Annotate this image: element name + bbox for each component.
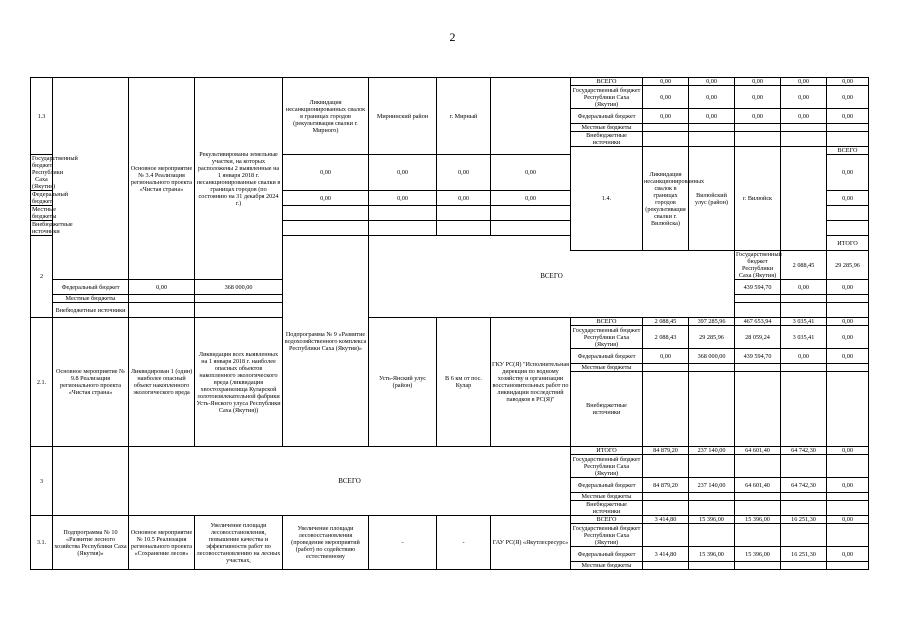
event-cell: Основное мероприятие № 9.8 Реализация регионального проекта «Чистая страна» — [53, 318, 129, 447]
value-cell: 0,00 — [369, 155, 437, 191]
value-cell: 237 140,00 — [689, 478, 735, 493]
value-cell-empty — [643, 524, 689, 547]
value-cell: 439 594,70 — [735, 280, 781, 295]
value-cell: 84 879,20 — [643, 447, 689, 455]
value-cell: 439 594,70 — [735, 349, 781, 364]
value-cell-empty — [437, 206, 491, 221]
result-cell: Ликвидирован 1 (один) наиболее опасный объект накопленного экологического вреда — [129, 318, 195, 447]
area-cell: Мирнинский район — [369, 78, 437, 155]
row-number: 2 — [31, 236, 53, 318]
value-cell: 0,00 — [827, 326, 869, 349]
value-cell-empty — [643, 372, 689, 447]
source-label: Федеральный бюджет — [571, 109, 643, 124]
value-cell: 15 396,00 — [689, 516, 735, 524]
source-label: Местные бюджеты — [53, 295, 129, 303]
value-cell-empty — [827, 364, 869, 372]
source-label: Внебюджетные источники — [571, 372, 643, 447]
source-label: Федеральный бюджет — [571, 349, 643, 364]
value-cell: 64 601,40 — [735, 447, 781, 455]
event-cell: Основное мероприятие № 10.5 Реализация регионального проекта «Сохранение лесов» — [129, 516, 195, 570]
value-cell-empty — [781, 501, 827, 516]
value-cell: 16 251,30 — [781, 547, 827, 562]
value-cell-empty — [735, 372, 781, 447]
source-label: Местные бюджеты — [571, 562, 643, 570]
source-label: Внебюджетные источники — [571, 501, 643, 516]
value-cell: 0,00 — [283, 155, 369, 191]
value-cell-empty — [491, 206, 571, 221]
source-label: ИТОГО — [571, 447, 643, 455]
value-cell-empty — [735, 303, 781, 318]
value-cell: 0,00 — [827, 318, 869, 326]
value-cell-empty — [129, 295, 195, 303]
value-cell-empty — [827, 562, 869, 570]
value-cell-empty — [689, 562, 735, 570]
value-cell: 3 035,41 — [781, 318, 827, 326]
value-cell: 0,00 — [643, 109, 689, 124]
value-cell: 0,00 — [689, 109, 735, 124]
source-label: Федеральный бюджет — [32, 191, 69, 205]
value-cell: 0,00 — [827, 547, 869, 562]
event-cell: Основное мероприятие № 3.4 Реализация регионального проекта «Чистая страна» — [129, 78, 195, 280]
description-cell: Ликвидация несанкционированных свалок в границах городов (рекультивация свалки г. Вилюйска) — [643, 147, 689, 251]
area-cell: Вилюйский улус (район) — [689, 147, 735, 251]
value-cell-empty — [735, 124, 781, 132]
value-cell: 368 000,00 — [195, 280, 283, 295]
value-cell-empty — [781, 524, 827, 547]
value-cell-empty — [369, 221, 437, 236]
row-number: 1.3 — [31, 78, 53, 155]
place-cell: г. Вилюйск — [735, 147, 781, 251]
value-cell-empty — [689, 493, 735, 501]
source-label: Государственный бюджет Республики Саха (Якутия) — [571, 86, 643, 109]
result-cell: Рекультивированы земельные участки, на которых расположены 2 выявленные на 1 января 2018 г. несанкционированные свалки в границах городов (по состоянию на 31 декабря 2024 г.) — [195, 78, 283, 280]
value-cell-empty — [689, 501, 735, 516]
source-label: ВСЕГО — [827, 147, 869, 155]
value-cell-empty — [781, 303, 827, 318]
subprogram-cell: Подпрограмма № 10 «Развитие лесного хозяйства Республики Саха (Якутия)» — [53, 516, 129, 570]
value-cell-empty — [689, 124, 735, 132]
value-cell: 64 742,30 — [781, 478, 827, 493]
value-cell: 467 653,94 — [735, 318, 781, 326]
value-cell-empty — [643, 455, 689, 478]
org-cell: ГКУ РС(Я) "Исполнительная дирекция по водному хозяйству и организации восстановительных работ по ликвидации последствий паводков в РС(Я)" — [491, 318, 571, 447]
value-cell: 84 879,20 — [643, 478, 689, 493]
source-label: Внебюджетные источники — [571, 132, 643, 147]
value-cell-empty — [827, 493, 869, 501]
value-cell-empty — [827, 295, 869, 303]
value-cell-empty — [283, 206, 369, 221]
value-cell-empty — [781, 124, 827, 132]
value-cell-empty — [129, 303, 195, 318]
value-cell: 29 285,96 — [689, 326, 735, 349]
source-label: ВСЕГО — [571, 318, 643, 326]
value-cell-empty — [735, 364, 781, 372]
value-cell-empty — [491, 221, 571, 236]
value-cell-empty — [689, 372, 735, 447]
value-cell-empty — [781, 493, 827, 501]
row-number: 3 — [31, 447, 53, 516]
value-cell-empty — [689, 364, 735, 372]
value-cell-empty — [735, 524, 781, 547]
value-cell-empty — [437, 221, 491, 236]
value-cell: 0,00 — [735, 78, 781, 86]
value-cell: 0,00 — [437, 155, 491, 191]
value-cell: 0,00 — [781, 280, 827, 295]
source-label: Местные бюджеты — [32, 206, 57, 220]
value-cell: 0,00 — [689, 86, 735, 109]
value-cell-empty — [643, 132, 689, 147]
description-cell: Ликвидация всех выявленных на 1 января 2018 г. наиболее опасных объектов накопленного экологического вреда (ликвидация хвостохранилища Куларской золотоизвлекательной фабрики Усть-Янского улуса Республики Саха (Якутия)) — [195, 318, 283, 447]
value-cell: 0,00 — [827, 516, 869, 524]
value-cell: 0,00 — [827, 478, 869, 493]
section-total-label: ВСЕГО — [369, 236, 735, 318]
value-cell-empty — [735, 295, 781, 303]
value-cell: 3 414,80 — [643, 547, 689, 562]
value-cell: 0,00 — [369, 191, 437, 206]
value-cell: 0,00 — [689, 78, 735, 86]
source-label: Государственный бюджет Республики Саха (Якутия) — [571, 524, 643, 547]
value-cell-empty — [195, 295, 283, 303]
value-cell: 0,00 — [781, 109, 827, 124]
source-label: ВСЕГО — [571, 78, 643, 86]
value-cell-empty — [827, 132, 869, 147]
place-cell: - — [437, 516, 491, 570]
result-cell: Увеличение площади лесовосстановления, повышение качества и эффективности работ по лесовосстановлению на лесных участках, — [195, 516, 283, 570]
area-cell: Усть-Янский улус (район) — [369, 318, 437, 447]
value-cell: 15 396,00 — [735, 516, 781, 524]
value-cell: 64 601,40 — [735, 478, 781, 493]
value-cell-empty — [781, 132, 827, 147]
value-cell: 0,00 — [643, 349, 689, 364]
value-cell-empty — [781, 455, 827, 478]
value-cell-empty — [689, 132, 735, 147]
value-cell: 3 414,80 — [643, 516, 689, 524]
subprogram-cell: Подпрограмма № 9 «Развитие водохозяйственного комплекса Республики Саха (Якутия)» — [283, 236, 369, 447]
value-cell-empty — [781, 295, 827, 303]
value-cell: 0,00 — [827, 78, 869, 86]
source-label: ИТОГО — [827, 236, 869, 251]
source-label: Федеральный бюджет — [53, 280, 129, 295]
place-cell: В 6 км от пос. Кулар — [437, 318, 491, 447]
value-cell-empty — [827, 524, 869, 547]
value-cell: 0,00 — [827, 86, 869, 109]
value-cell: 0,00 — [643, 86, 689, 109]
value-cell-empty — [781, 364, 827, 372]
source-label: Государственный бюджет Республики Саха (Якутия) — [571, 455, 643, 478]
value-cell: 29 285,96 — [827, 251, 869, 280]
value-cell: 0,00 — [491, 191, 571, 206]
value-cell: 0,00 — [827, 349, 869, 364]
value-cell: 0,00 — [129, 280, 195, 295]
value-cell: 2 088,45 — [781, 251, 827, 280]
value-cell-empty — [827, 124, 869, 132]
value-cell: 368 000,00 — [689, 349, 735, 364]
value-cell-empty — [827, 372, 869, 447]
value-cell-empty — [643, 562, 689, 570]
value-cell: 0,00 — [827, 155, 869, 191]
place-cell: г. Мирный — [437, 78, 491, 155]
value-cell: 237 140,00 — [689, 447, 735, 455]
source-label: Местные бюджеты — [571, 493, 643, 501]
value-cell: 16 251,30 — [781, 516, 827, 524]
value-cell-empty — [827, 221, 869, 236]
value-cell-empty — [689, 524, 735, 547]
source-label: Местные бюджеты — [571, 364, 643, 372]
value-cell-empty — [643, 124, 689, 132]
value-cell: 3 035,41 — [781, 326, 827, 349]
value-cell: 15 396,00 — [735, 547, 781, 562]
value-cell-empty — [827, 455, 869, 478]
page-number: 2 — [449, 30, 456, 44]
value-cell: 0,00 — [643, 78, 689, 86]
value-cell-empty — [643, 501, 689, 516]
value-cell-empty — [689, 455, 735, 478]
source-label: Федеральный бюджет — [571, 547, 643, 562]
value-cell-empty — [643, 364, 689, 372]
description-cell: Увеличение площади лесовосстановления (проведение мероприятий (работ) по содействию естественному — [283, 516, 369, 570]
section-total-label: ВСЕГО — [129, 447, 571, 516]
value-cell: 0,00 — [827, 109, 869, 124]
value-cell: 2 088,45 — [643, 318, 689, 326]
source-label: Внебюджетные источники — [53, 303, 129, 318]
value-cell: 2 088,43 — [643, 326, 689, 349]
value-cell: 15 396,00 — [689, 547, 735, 562]
value-cell: 64 742,30 — [781, 447, 827, 455]
value-cell: 0,00 — [735, 86, 781, 109]
value-cell: 0,00 — [781, 78, 827, 86]
value-cell-empty — [195, 303, 283, 318]
source-label: ВСЕГО — [571, 516, 643, 524]
source-label: Федеральный бюджет — [571, 478, 643, 493]
value-cell-empty — [369, 206, 437, 221]
value-cell-empty — [283, 221, 369, 236]
value-cell: 0,00 — [491, 155, 571, 191]
row-number: 2.1. — [31, 318, 53, 447]
subprogram-cell — [53, 447, 129, 516]
value-cell-empty — [735, 562, 781, 570]
source-label: Государственный бюджет Республики Саха (Якутия) — [32, 155, 78, 190]
value-cell: 0,00 — [781, 86, 827, 109]
source-label: Внебюджетные источники — [32, 221, 73, 235]
value-cell-empty — [781, 562, 827, 570]
budget-table — [30, 77, 869, 570]
value-cell-empty — [735, 455, 781, 478]
value-cell-empty — [735, 493, 781, 501]
value-cell: 0,00 — [827, 280, 869, 295]
value-cell: 0,00 — [283, 191, 369, 206]
value-cell-empty — [781, 372, 827, 447]
value-cell-empty — [827, 501, 869, 516]
value-cell-empty — [735, 132, 781, 147]
value-cell: 0,00 — [437, 191, 491, 206]
row-number: 3.1. — [31, 516, 53, 570]
value-cell: 28 059,24 — [735, 326, 781, 349]
area-cell: - — [369, 516, 437, 570]
source-label: Местные бюджеты — [571, 124, 643, 132]
value-cell: 397 285,96 — [689, 318, 735, 326]
source-label: Государственный бюджет Республики Саха (Якутия) — [736, 251, 782, 279]
row-number: 1.4. — [571, 147, 643, 251]
org-cell — [781, 147, 827, 251]
org-cell — [491, 78, 571, 155]
value-cell-empty — [827, 206, 869, 221]
org-cell: ГАУ РС(Я) «Якутлесресурс» — [491, 516, 571, 570]
value-cell-empty — [735, 501, 781, 516]
value-cell: 0,00 — [735, 109, 781, 124]
source-label: Государственный бюджет Республики Саха (Якутия) — [571, 326, 643, 349]
value-cell-empty — [827, 303, 869, 318]
value-cell: 0,00 — [827, 447, 869, 455]
subprogram-cell — [53, 78, 129, 280]
description-cell: Ликвидация несанкционированных свалок в границах городов (рекультивация свалки г. Мирного) — [283, 78, 369, 155]
value-cell: 0,00 — [827, 191, 869, 206]
value-cell: 0,00 — [781, 349, 827, 364]
value-cell-empty — [643, 493, 689, 501]
